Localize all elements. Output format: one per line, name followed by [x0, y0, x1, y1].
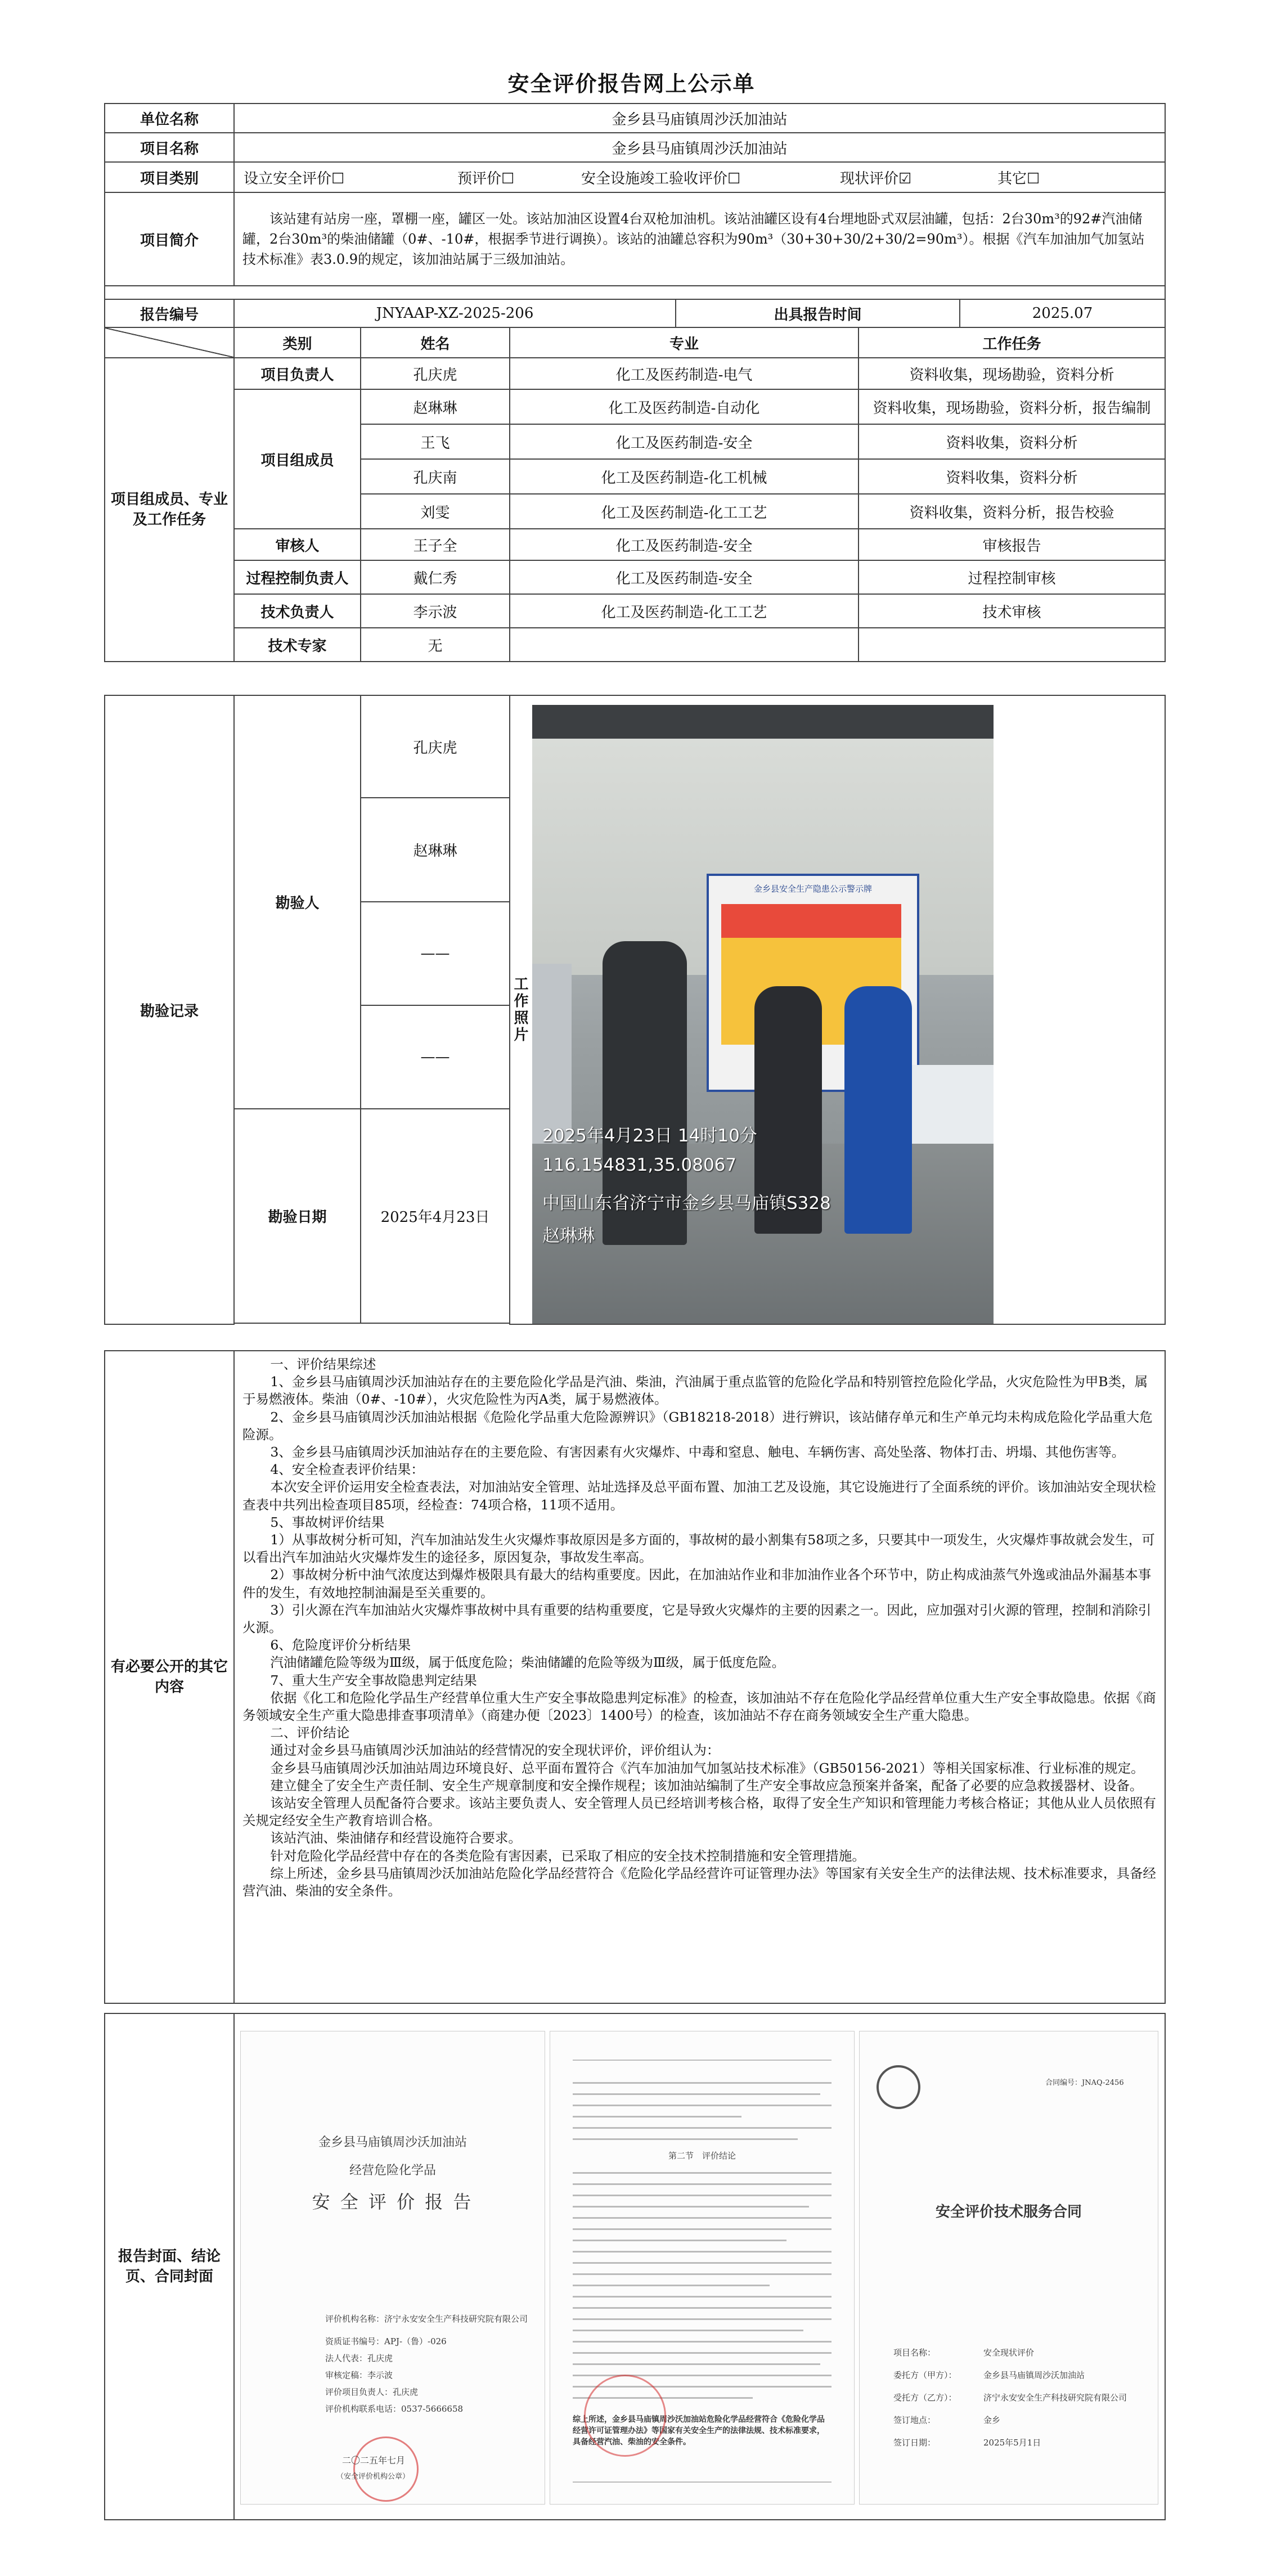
disclosure-paragraph: 建立健全了安全生产责任制、安全生产规章制度和安全操作规程；该加油站编制了生产安全事故应急预案并备案，配备了必要的应急救援器材、设备。 [270, 1777, 1143, 1793]
cover-line1: 金乡县马庙镇周沙沃加油站 [318, 2136, 467, 2150]
canopy-roof [532, 705, 994, 739]
disclosure-paragraph: 3）引火源在汽车加油站火灾爆炸事故树中具有重要的结构重要度，它是导致火灾爆炸的主要的因素之一。因此，应加强对引火源的管理，控制和消除引火源。 [242, 1602, 1152, 1636]
team-task: 资料收集，资料分析，报告校验 [859, 494, 1165, 529]
survey-label: 勘验记录 [105, 695, 234, 1324]
category-option-acceptance[interactable]: 安全设施竣工验收评价☐ [581, 170, 741, 187]
diagonal-header [105, 327, 234, 358]
inspector-name: 孔庆虎 [361, 695, 510, 798]
contract-place: 金乡 [983, 2415, 1001, 2425]
team-major: 化工及医药制造-安全 [510, 560, 859, 594]
report-date: 2025.07 [960, 299, 1165, 327]
info-table [104, 103, 1166, 662]
team-name: 王飞 [361, 424, 510, 459]
contract-number: 合同编号：JNAQ-2456 [1045, 2079, 1124, 2087]
team-task: 审核报告 [859, 529, 1165, 560]
team-name: 孔庆南 [361, 459, 510, 494]
cover-org: 评价机构名称：济宁永安安全生产科技研究院有限公司 [325, 2314, 528, 2324]
header-major: 专业 [510, 327, 859, 358]
disclosure-paragraph: 针对危险化学品经营中存在的各类危险有害因素，已采取了相应的安全技术控制措施和安全管理措施。 [270, 1847, 865, 1864]
team-task: 资料收集，现场勘验，资料分析 [859, 358, 1165, 389]
team-task: 过程控制审核 [859, 560, 1165, 594]
disclosure-paragraph: 2、金乡县马庙镇周沙沃加油站根据《危险化学品重大危险源辨识》（GB18218-2018）进行辨识，该站储存单元和生产单元均未构成危险化学品重大危险源。 [242, 1409, 1153, 1442]
conclusion-heading: 第二节 评价结论 [668, 2151, 736, 2161]
report-number-label: 报告编号 [105, 299, 234, 327]
team-task: 资料收集，资料分析 [859, 424, 1165, 459]
cover-tech: 审核定稿：李示波 [325, 2370, 393, 2380]
team-name: 李示波 [361, 594, 510, 628]
team-name: 赵琳琳 [361, 389, 510, 424]
team-name: 刘雯 [361, 494, 510, 529]
disclosure-paragraph: 6、危险度评价分析结果 [270, 1637, 411, 1653]
header-task: 工作任务 [859, 327, 1165, 358]
team-major: 化工及医药制造-化工机械 [510, 459, 859, 494]
contract-party-b: 济宁永安安全生产科技研究院有限公司 [983, 2393, 1127, 2403]
cover-seal-text: （安全评价机构公章） [336, 2472, 410, 2481]
conclusion-seal-icon [584, 2375, 666, 2457]
team-name: 无 [361, 628, 510, 662]
team-task: 技术审核 [859, 594, 1165, 628]
conclusion-closing: 综上所述，金乡县马庙镇周沙沃加油站危险化学品经营符合《危险化学品经营许可证管理办法》等国家有关安全生产的法律法规、技术标准要求，具备经营汽油、柴油的安全条件。 [573, 2415, 825, 2447]
footer-rule [573, 2481, 831, 2483]
inspector-name: —— [361, 902, 510, 1005]
cover-legal: 法人代表：孔庆虎 [325, 2353, 393, 2363]
intro-text: 该站建有站房一座，罩棚一座，罐区一处。该站加油区设置4台双枪加油机。该站油罐区设有4台埋地卧式双层油罐，包括：2台30m³的92#汽油储罐，2台30m³的柴油储罐（0#、-10#，根据季节进行调换）。该站的油罐总容积为90m³（30+30+30/2+30/2=90m³）。根据《汽车加油加气加氢站技术标准》表3.0.9的规定，该加油站属于三级加油站。 [234, 192, 1165, 286]
team-name: 戴仁秀 [361, 560, 510, 594]
inspector-name: —— [361, 1005, 510, 1109]
disclosure-paragraph: 该站汽油、柴油储存和经营设施符合要求。 [270, 1830, 522, 1846]
category-option-current[interactable]: 现状评价☑ [840, 170, 912, 187]
team-name: 王子全 [361, 529, 510, 560]
covers-label: 报告封面、结论页、合同封面 [105, 2013, 234, 2520]
cover-seal-icon [353, 2436, 419, 2502]
contract-date-label: 签订日期： [893, 2438, 936, 2448]
cover-leader: 评价项目负责人：孔庆虎 [325, 2387, 419, 2397]
disclosure-paragraph: 1）从事故树分析可知，汽车加油站发生火灾爆炸事故原因是多方面的，事故树的最小割集有58项之多，只要其中一项发生，火灾爆炸事故就会发生，可以看出汽车加油站火灾爆炸发生的途径多，原因复杂，事故发生率高。 [242, 1532, 1155, 1566]
cover-phone: 评价机构联系电话：0537-5666658 [325, 2404, 464, 2414]
disclosure-paragraph: 2）事故树分析中油气浓度达到爆炸极限具有最大的结构重要度。因此，在加油站作业和非加油作业各个环节中，防止构成油蒸气外逸或油品外漏基本事件的发生，有效地控制油漏是至关重要的。 [242, 1567, 1152, 1601]
tech-leader-label: 技术负责人 [234, 594, 361, 628]
contract-title: 安全评价技术服务合同 [935, 2204, 1082, 2220]
team-task: 资料收集，资料分析 [859, 459, 1165, 494]
cover-cert: 资质证书编号：APJ-（鲁）-026 [325, 2336, 447, 2346]
header-rule [573, 2060, 831, 2061]
header-name: 姓名 [361, 327, 510, 358]
contract-name-label: 项目名称： [893, 2348, 936, 2358]
disclosure-table [104, 1350, 1166, 2004]
board-title: 金乡县安全生产隐患公示警示牌 [753, 884, 872, 894]
inspector-name: 赵琳琳 [361, 798, 510, 901]
cover-line2: 经营危险化学品 [349, 2164, 436, 2178]
unit-label: 单位名称 [105, 104, 234, 133]
project-label: 项目名称 [105, 133, 234, 162]
disclosure-paragraph: 依据《化工和危险化学品生产经营单位重大生产安全事故隐患判定标准》的检查，该加油站不存在危险化学品经营单位重大生产安全事故隐患。依据《商务领域安全生产重大隐患排查事项清单》（商建办便〔2023〕1400号）的检查，该加油站不存在商务领域安全生产重大隐患。 [242, 1689, 1156, 1724]
disclosure-paragraph: 通过对金乡县马庙镇周沙沃加油站的经营情况的安全现状评价，评价组认为： [270, 1742, 720, 1759]
photo-stamp-place: 中国山东省济宁市金乡县马庙镇S328 [542, 1193, 831, 1213]
disclosure-content [234, 1351, 1165, 2003]
report-cover [240, 2031, 545, 2505]
contract-cover [859, 2031, 1158, 2505]
disclosure-paragraph: 一、评价结果综述 [270, 1356, 376, 1372]
team-section-label: 项目组成员、专业及工作任务 [105, 358, 234, 662]
team-major: 化工及医药制造-自动化 [510, 389, 859, 424]
cover-line3: 安 全 评 价 报 告 [312, 2191, 474, 2213]
conclusion-page [550, 2031, 855, 2505]
intro-label: 项目简介 [105, 192, 234, 286]
contract-date: 2025年5月1日 [983, 2438, 1041, 2448]
team-major: 化工及医药制造-安全 [510, 424, 859, 459]
photo-stamp-coords: 116.154831,35.08067 [542, 1155, 737, 1175]
disclosure-paragraph: 3、金乡县马庙镇周沙沃加油站存在的主要危险、有害因素有火灾爆炸、中毒和窒息、触电、车辆伤害、高处坠落、物体打击、坍塌、其他伤害等。 [270, 1444, 1125, 1460]
contract-name: 安全现状评价 [983, 2348, 1035, 2358]
team-task: 资料收集，现场勘验，资料分析，报告编制 [859, 389, 1165, 424]
disclosure-paragraph: 5、事故树评价结果 [270, 1514, 385, 1530]
disclosure-paragraph: 1、金乡县马庙镇周沙沃加油站存在的主要危险化学品是汽油、柴油，汽油属于重点监管的危险化学品和特别管控危险化学品，火灾危险性为甲B类，属于易燃液体。柴油（0#、-10#），火灾危险性为丙A类，属于易燃液体。 [242, 1374, 1148, 1408]
team-task [859, 628, 1165, 662]
contract-party-b-label: 受托方（乙方）： [893, 2393, 957, 2403]
disclosure-label: 有必要公开的其它内容 [105, 1351, 234, 2003]
category-option-other[interactable]: 其它☐ [997, 170, 1040, 187]
expert-label: 技术专家 [234, 628, 361, 662]
disclosure-paragraph: 4、安全检查表评价结果： [270, 1462, 424, 1478]
category-label: 项目类别 [105, 162, 234, 192]
leader-label: 项目负责人 [234, 358, 361, 389]
photo-stamp-person: 赵琳琳 [542, 1226, 595, 1246]
contract-party-a: 金乡县马庙镇周沙沃加油站 [983, 2370, 1085, 2380]
work-photo [532, 705, 994, 1324]
page-title: 安全评价报告网上公示单 [507, 71, 756, 96]
person-right [844, 986, 912, 1234]
team-major: 化工及医药制造-安全 [510, 529, 859, 560]
survey-table [104, 695, 1166, 1325]
photo-label: 工作照片 [510, 695, 532, 1324]
contract-party-a-label: 委托方（甲方）： [893, 2370, 957, 2380]
process-control-label: 过程控制负责人 [234, 560, 361, 594]
members-label: 项目组成员 [234, 389, 361, 529]
team-major: 化工及医药制造-化工工艺 [510, 594, 859, 628]
report-date-label: 出具报告时间 [676, 299, 960, 327]
report-number: JNYAAP-XZ-2025-206 [234, 299, 676, 327]
spacer-row [105, 286, 1165, 299]
unit-value: 金乡县马庙镇周沙沃加油站 [234, 104, 1165, 133]
disclosure-paragraph: 金乡县马庙镇周沙沃加油站周边环境良好、总平面布置符合《汽车加油加气加氢站技术标准》（GB50156-2021）等相关国家标准、行业标准的规定。 [270, 1760, 1144, 1776]
category-options [234, 162, 1165, 192]
cover-date: 二〇二五年七月 [342, 2455, 406, 2466]
disclosure-paragraph: 7、重大生产安全事故隐患判定结果 [270, 1672, 477, 1688]
team-major [510, 628, 859, 662]
header-category: 类别 [234, 327, 361, 358]
contract-place-label: 签订地点： [893, 2415, 936, 2425]
survey-date-label: 勘验日期 [234, 1109, 361, 1323]
team-name: 孔庆虎 [361, 358, 510, 389]
reviewer-label: 审核人 [234, 529, 361, 560]
inspector-label: 勘验人 [234, 695, 361, 1109]
disclosure-paragraph: 该站安全管理人员配备符合要求。该站主要负责人、安全管理人员已经培训考核合格，取得了安全生产知识和管理能力考核合格证；其他从业人员依照有关规定经安全生产教育培训合格。 [242, 1795, 1156, 1829]
team-major: 化工及医药制造-化工工艺 [510, 494, 859, 529]
disclosure-paragraph: 二、评价结论 [270, 1725, 350, 1741]
photo-stamp-time: 2025年4月23日 14时10分 [542, 1126, 757, 1146]
covers-images [234, 2013, 1165, 2520]
company-logo-icon [877, 2065, 920, 2109]
disclosure-paragraph: 综上所述，金乡县马庙镇周沙沃加油站危险化学品经营符合《危险化学品经营许可证管理办法》等国家有关安全生产的法律法规、技术标准要求，具备经营汽油、柴油的安全条件。 [242, 1865, 1156, 1899]
team-major: 化工及医药制造-电气 [510, 358, 859, 389]
category-option-setup[interactable]: 设立安全评价☐ [244, 170, 345, 187]
survey-date: 2025年4月23日 [361, 1109, 510, 1323]
project-value: 金乡县马庙镇周沙沃加油站 [234, 133, 1165, 162]
photo-cell [532, 695, 1165, 1324]
covers-table [104, 2013, 1166, 2520]
category-option-pre[interactable]: 预评价☐ [457, 170, 515, 187]
disclosure-paragraph: 本次安全评价运用安全检查表法，对加油站安全管理、站址选择及总平面布置、加油工艺及设施，其它设施进行了全面系统的评价。该加油站安全现状检查表中共列出检查项目85项，经检查：74项合格，11项不适用。 [242, 1479, 1156, 1513]
disclosure-paragraph: 汽油储罐危险等级为Ⅲ级，属于低度危险；柴油储罐的危险等级为Ⅲ级，属于低度危险。 [270, 1655, 785, 1671]
